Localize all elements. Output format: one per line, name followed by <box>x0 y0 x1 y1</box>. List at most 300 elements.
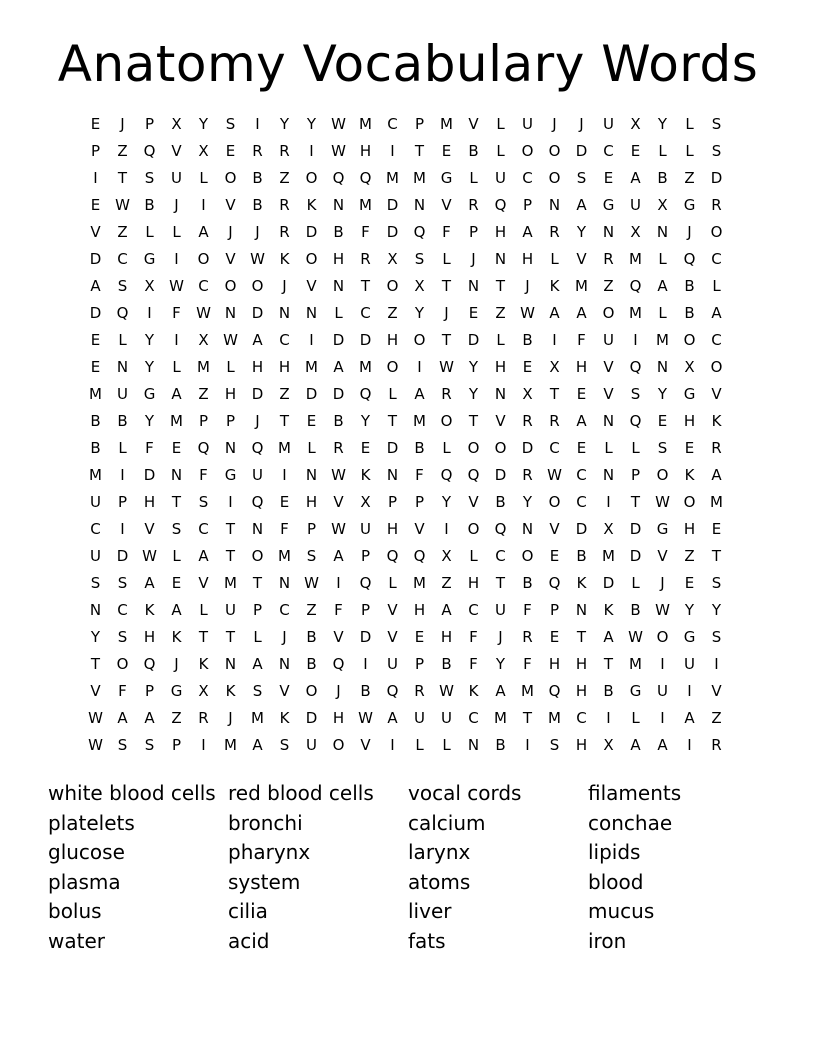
grid-letter[interactable]: S <box>117 277 128 295</box>
grid-letter[interactable]: O <box>251 277 264 295</box>
grid-letter[interactable]: S <box>711 574 722 592</box>
grid-letter[interactable]: H <box>683 412 696 430</box>
grid-letter[interactable]: V <box>603 358 614 376</box>
grid-letter[interactable]: Q <box>332 169 345 187</box>
grid-letter[interactable]: W <box>439 682 454 700</box>
grid-letter[interactable]: C <box>360 304 371 322</box>
grid-letter[interactable]: D <box>629 547 642 565</box>
grid-letter[interactable]: N <box>575 601 588 619</box>
grid-letter[interactable]: Z <box>711 709 722 727</box>
grid-letter[interactable]: T <box>360 277 371 295</box>
grid-letter[interactable]: L <box>658 142 667 160</box>
grid-letter[interactable]: Y <box>576 223 587 241</box>
grid-letter[interactable]: F <box>334 601 343 619</box>
grid-letter[interactable]: W <box>169 277 184 295</box>
grid-letter[interactable]: U <box>603 115 614 133</box>
grid-letter[interactable]: S <box>117 736 128 754</box>
grid-letter[interactable]: L <box>685 115 694 133</box>
grid-letter[interactable]: L <box>172 547 181 565</box>
grid-letter[interactable]: A <box>603 628 614 646</box>
grid-letter[interactable]: J <box>255 223 260 241</box>
grid-letter[interactable]: C <box>198 520 209 538</box>
grid-letter[interactable]: V <box>711 385 722 403</box>
grid-letter[interactable]: M <box>656 331 669 349</box>
grid-letter[interactable]: V <box>387 628 398 646</box>
grid-letter[interactable]: B <box>684 304 695 322</box>
grid-letter[interactable]: D <box>629 520 642 538</box>
grid-letter[interactable]: M <box>224 736 237 754</box>
grid-letter[interactable]: A <box>171 385 182 403</box>
grid-letter[interactable]: Z <box>495 304 506 322</box>
grid-letter[interactable]: R <box>252 142 263 160</box>
grid-letter[interactable]: Z <box>441 574 452 592</box>
grid-letter[interactable]: P <box>414 115 425 133</box>
grid-letter[interactable]: B <box>90 412 101 430</box>
grid-letter[interactable]: D <box>359 628 372 646</box>
grid-letter[interactable]: E <box>441 142 452 160</box>
grid-letter[interactable]: L <box>496 115 505 133</box>
grid-letter[interactable]: U <box>90 493 101 511</box>
grid-letter[interactable]: U <box>117 385 128 403</box>
grid-letter[interactable]: G <box>602 196 615 214</box>
grid-letter[interactable]: N <box>116 358 129 376</box>
grid-letter[interactable]: Z <box>198 385 209 403</box>
grid-letter[interactable]: P <box>414 655 425 673</box>
grid-letter[interactable]: W <box>331 466 346 484</box>
grid-letter[interactable]: D <box>386 223 399 241</box>
grid-letter[interactable]: D <box>89 250 102 268</box>
grid-letter[interactable]: F <box>442 223 451 241</box>
grid-letter[interactable]: X <box>549 358 560 376</box>
grid-letter[interactable]: Q <box>359 169 372 187</box>
grid-letter[interactable]: N <box>224 655 237 673</box>
grid-letter[interactable]: Z <box>387 304 398 322</box>
grid-letter[interactable]: H <box>359 142 372 160</box>
grid-letter[interactable]: H <box>143 628 156 646</box>
grid-letter[interactable]: T <box>198 628 209 646</box>
grid-letter[interactable]: S <box>576 169 587 187</box>
grid-letter[interactable]: E <box>90 358 101 376</box>
grid-letter[interactable]: O <box>386 277 399 295</box>
grid-letter[interactable]: O <box>656 628 669 646</box>
grid-letter[interactable]: Y <box>441 493 452 511</box>
grid-letter[interactable]: F <box>199 466 208 484</box>
grid-letter[interactable]: E <box>171 574 182 592</box>
grid-letter[interactable]: R <box>711 196 722 214</box>
grid-letter[interactable]: Q <box>332 655 345 673</box>
grid-letter[interactable]: K <box>225 682 236 700</box>
grid-letter[interactable]: R <box>549 412 560 430</box>
grid-letter[interactable]: R <box>522 628 533 646</box>
grid-letter[interactable]: C <box>279 331 290 349</box>
grid-letter[interactable]: C <box>117 601 128 619</box>
grid-letter[interactable]: P <box>144 115 155 133</box>
grid-letter[interactable]: A <box>441 601 452 619</box>
grid-letter[interactable]: F <box>577 331 586 349</box>
grid-letter[interactable]: V <box>225 250 236 268</box>
grid-letter[interactable]: N <box>602 412 615 430</box>
grid-letter[interactable]: X <box>414 277 425 295</box>
grid-letter[interactable]: H <box>224 385 237 403</box>
grid-letter[interactable]: L <box>199 169 208 187</box>
grid-letter[interactable]: W <box>304 574 319 592</box>
grid-letter[interactable]: B <box>630 601 641 619</box>
grid-letter[interactable]: I <box>633 331 638 349</box>
grid-letter[interactable]: N <box>224 439 237 457</box>
grid-letter[interactable]: C <box>198 277 209 295</box>
grid-letter[interactable]: U <box>90 547 101 565</box>
grid-letter[interactable]: U <box>495 601 506 619</box>
grid-letter[interactable]: M <box>359 115 372 133</box>
grid-letter[interactable]: S <box>90 574 101 592</box>
grid-letter[interactable]: I <box>390 736 395 754</box>
grid-letter[interactable]: A <box>684 709 695 727</box>
grid-letter[interactable]: P <box>225 412 236 430</box>
grid-letter[interactable]: Q <box>494 196 507 214</box>
grid-letter[interactable]: O <box>386 358 399 376</box>
grid-letter[interactable]: B <box>306 628 317 646</box>
grid-letter[interactable]: W <box>358 709 373 727</box>
grid-letter[interactable]: B <box>576 547 587 565</box>
grid-letter[interactable]: R <box>468 196 479 214</box>
grid-letter[interactable]: W <box>250 250 265 268</box>
grid-letter[interactable]: T <box>441 331 452 349</box>
grid-letter[interactable]: N <box>602 466 615 484</box>
grid-letter[interactable]: K <box>360 466 371 484</box>
grid-letter[interactable]: M <box>278 547 291 565</box>
grid-letter[interactable]: H <box>575 682 588 700</box>
grid-letter[interactable]: E <box>522 358 533 376</box>
grid-letter[interactable]: S <box>414 250 425 268</box>
grid-letter[interactable]: R <box>522 466 533 484</box>
grid-letter[interactable]: K <box>576 574 587 592</box>
grid-letter[interactable]: C <box>711 250 722 268</box>
grid-letter[interactable]: O <box>521 547 534 565</box>
grid-letter[interactable]: H <box>575 736 588 754</box>
grid-letter[interactable]: O <box>116 655 129 673</box>
grid-letter[interactable]: M <box>197 358 210 376</box>
grid-letter[interactable]: Y <box>279 115 290 133</box>
grid-letter[interactable]: M <box>305 358 318 376</box>
grid-letter[interactable]: I <box>660 655 665 673</box>
grid-letter[interactable]: Q <box>251 439 264 457</box>
grid-letter[interactable]: B <box>90 439 101 457</box>
grid-letter[interactable]: I <box>174 250 179 268</box>
grid-letter[interactable]: O <box>224 169 237 187</box>
grid-letter[interactable]: J <box>174 196 179 214</box>
grid-letter[interactable]: R <box>279 196 290 214</box>
grid-letter[interactable]: B <box>684 277 695 295</box>
grid-letter[interactable]: A <box>333 358 344 376</box>
grid-letter[interactable]: I <box>201 196 206 214</box>
grid-letter[interactable]: O <box>197 250 210 268</box>
grid-letter[interactable]: P <box>387 493 398 511</box>
grid-letter[interactable]: B <box>117 412 128 430</box>
grid-letter[interactable]: O <box>548 493 561 511</box>
grid-letter[interactable]: V <box>279 682 290 700</box>
grid-letter[interactable]: T <box>225 547 236 565</box>
grid-letter[interactable]: V <box>90 223 101 241</box>
grid-letter[interactable]: E <box>603 169 614 187</box>
grid-letter[interactable]: R <box>414 682 425 700</box>
grid-letter[interactable]: I <box>714 655 719 673</box>
grid-letter[interactable]: U <box>657 682 668 700</box>
grid-letter[interactable]: Q <box>143 655 156 673</box>
grid-letter[interactable]: Y <box>90 628 101 646</box>
grid-letter[interactable]: F <box>145 439 154 457</box>
grid-letter[interactable]: G <box>683 385 696 403</box>
grid-letter[interactable]: T <box>252 574 263 592</box>
grid-letter[interactable]: C <box>711 331 722 349</box>
grid-letter[interactable]: B <box>333 412 344 430</box>
grid-letter[interactable]: P <box>252 601 263 619</box>
grid-letter[interactable]: R <box>441 385 452 403</box>
grid-letter[interactable]: L <box>118 439 127 457</box>
grid-letter[interactable]: C <box>549 439 560 457</box>
grid-letter[interactable]: L <box>388 574 397 592</box>
grid-letter[interactable]: J <box>498 628 503 646</box>
grid-letter[interactable]: O <box>305 250 318 268</box>
grid-letter[interactable]: E <box>576 439 587 457</box>
grid-letter[interactable]: M <box>494 709 507 727</box>
grid-letter[interactable]: X <box>684 358 695 376</box>
grid-letter[interactable]: I <box>282 466 287 484</box>
grid-letter[interactable]: X <box>630 223 641 241</box>
grid-letter[interactable]: U <box>684 655 695 673</box>
grid-letter[interactable]: O <box>251 547 264 565</box>
grid-letter[interactable]: T <box>117 169 128 187</box>
grid-letter[interactable]: S <box>657 439 668 457</box>
grid-letter[interactable]: R <box>360 250 371 268</box>
grid-letter[interactable]: I <box>444 520 449 538</box>
grid-letter[interactable]: V <box>468 115 479 133</box>
grid-letter[interactable]: O <box>683 331 696 349</box>
grid-letter[interactable]: V <box>144 520 155 538</box>
grid-letter[interactable]: L <box>442 250 451 268</box>
grid-letter[interactable]: H <box>521 250 534 268</box>
grid-letter[interactable]: N <box>494 250 507 268</box>
grid-letter[interactable]: C <box>117 250 128 268</box>
grid-letter[interactable]: L <box>496 331 505 349</box>
grid-letter[interactable]: C <box>576 709 587 727</box>
grid-letter[interactable]: E <box>576 385 587 403</box>
grid-letter[interactable]: N <box>305 466 318 484</box>
grid-letter[interactable]: T <box>522 709 533 727</box>
grid-letter[interactable]: N <box>224 304 237 322</box>
grid-letter[interactable]: T <box>468 412 479 430</box>
grid-letter[interactable]: S <box>144 736 155 754</box>
grid-letter[interactable]: C <box>603 142 614 160</box>
grid-letter[interactable]: I <box>309 142 314 160</box>
grid-letter[interactable]: N <box>89 601 102 619</box>
grid-letter[interactable]: Q <box>413 547 426 565</box>
grid-letter[interactable]: E <box>549 547 560 565</box>
grid-letter[interactable]: H <box>683 520 696 538</box>
grid-letter[interactable]: Q <box>386 682 399 700</box>
grid-letter[interactable]: Q <box>359 574 372 592</box>
grid-letter[interactable]: W <box>88 736 103 754</box>
grid-letter[interactable]: A <box>387 709 398 727</box>
grid-letter[interactable]: A <box>711 466 722 484</box>
grid-letter[interactable]: H <box>548 655 561 673</box>
grid-letter[interactable]: M <box>89 385 102 403</box>
grid-letter[interactable]: Z <box>117 142 128 160</box>
grid-letter[interactable]: U <box>414 709 425 727</box>
grid-letter[interactable]: O <box>467 520 480 538</box>
grid-letter[interactable]: M <box>629 655 642 673</box>
grid-letter[interactable]: L <box>712 277 721 295</box>
grid-letter[interactable]: H <box>494 223 507 241</box>
grid-letter[interactable]: N <box>386 466 399 484</box>
grid-letter[interactable]: R <box>279 142 290 160</box>
grid-letter[interactable]: Y <box>144 412 155 430</box>
grid-letter[interactable]: D <box>305 223 318 241</box>
grid-letter[interactable]: S <box>117 574 128 592</box>
grid-letter[interactable]: L <box>442 439 451 457</box>
grid-letter[interactable]: E <box>90 115 101 133</box>
grid-letter[interactable]: M <box>575 277 588 295</box>
grid-letter[interactable]: X <box>603 736 614 754</box>
grid-letter[interactable]: X <box>198 331 209 349</box>
grid-letter[interactable]: S <box>279 736 290 754</box>
grid-letter[interactable]: N <box>467 277 480 295</box>
grid-letter[interactable]: W <box>439 358 454 376</box>
grid-letter[interactable]: L <box>199 601 208 619</box>
grid-letter[interactable]: N <box>602 223 615 241</box>
grid-letter[interactable]: X <box>144 277 155 295</box>
grid-letter[interactable]: T <box>576 628 587 646</box>
grid-letter[interactable]: Q <box>683 250 696 268</box>
grid-letter[interactable]: Q <box>386 547 399 565</box>
grid-letter[interactable]: P <box>549 601 560 619</box>
grid-letter[interactable]: W <box>88 709 103 727</box>
grid-letter[interactable]: U <box>441 709 452 727</box>
grid-letter[interactable]: J <box>579 115 584 133</box>
grid-letter[interactable]: O <box>413 331 426 349</box>
grid-letter[interactable]: Q <box>116 304 129 322</box>
grid-letter[interactable]: M <box>629 250 642 268</box>
grid-letter[interactable]: N <box>170 466 183 484</box>
grid-letter[interactable]: V <box>90 682 101 700</box>
grid-letter[interactable]: A <box>198 223 209 241</box>
grid-letter[interactable]: Z <box>684 169 695 187</box>
grid-letter[interactable]: N <box>413 196 426 214</box>
grid-letter[interactable]: L <box>631 574 640 592</box>
grid-letter[interactable]: I <box>363 655 368 673</box>
grid-letter[interactable]: G <box>440 169 453 187</box>
grid-letter[interactable]: V <box>495 412 506 430</box>
grid-letter[interactable]: A <box>630 736 641 754</box>
grid-letter[interactable]: T <box>90 655 101 673</box>
grid-letter[interactable]: T <box>495 277 506 295</box>
grid-letter[interactable]: J <box>471 250 476 268</box>
grid-letter[interactable]: D <box>494 466 507 484</box>
grid-letter[interactable]: D <box>575 142 588 160</box>
grid-letter[interactable]: F <box>469 628 478 646</box>
grid-letter[interactable]: R <box>522 412 533 430</box>
grid-letter[interactable]: J <box>228 223 233 241</box>
grid-letter[interactable]: M <box>251 709 264 727</box>
grid-letter[interactable]: O <box>494 439 507 457</box>
grid-letter[interactable]: M <box>386 169 399 187</box>
grid-letter[interactable]: B <box>306 655 317 673</box>
grid-letter[interactable]: B <box>144 196 155 214</box>
grid-letter[interactable]: E <box>414 628 425 646</box>
grid-letter[interactable]: A <box>414 385 425 403</box>
grid-letter[interactable]: V <box>387 601 398 619</box>
grid-letter[interactable]: G <box>683 628 696 646</box>
grid-letter[interactable]: T <box>279 412 290 430</box>
grid-letter[interactable]: I <box>120 466 125 484</box>
grid-letter[interactable]: I <box>687 736 692 754</box>
grid-letter[interactable]: B <box>603 682 614 700</box>
grid-letter[interactable]: U <box>252 466 263 484</box>
grid-letter[interactable]: J <box>282 277 287 295</box>
grid-letter[interactable]: X <box>360 493 371 511</box>
grid-letter[interactable]: S <box>171 520 182 538</box>
grid-letter[interactable]: D <box>332 331 345 349</box>
grid-letter[interactable]: L <box>469 547 478 565</box>
grid-letter[interactable]: V <box>549 520 560 538</box>
grid-letter[interactable]: S <box>198 493 209 511</box>
grid-letter[interactable]: Z <box>603 277 614 295</box>
grid-letter[interactable]: S <box>225 115 236 133</box>
grid-letter[interactable]: S <box>117 628 128 646</box>
grid-letter[interactable]: O <box>602 304 615 322</box>
grid-letter[interactable]: L <box>388 385 397 403</box>
grid-letter[interactable]: Y <box>468 385 479 403</box>
grid-letter[interactable]: I <box>336 574 341 592</box>
grid-letter[interactable]: Q <box>467 466 480 484</box>
grid-letter[interactable]: I <box>255 115 260 133</box>
grid-letter[interactable]: I <box>147 304 152 322</box>
grid-letter[interactable]: A <box>549 304 560 322</box>
grid-letter[interactable]: V <box>333 628 344 646</box>
grid-letter[interactable]: I <box>417 358 422 376</box>
grid-letter[interactable]: T <box>225 520 236 538</box>
grid-letter[interactable]: U <box>306 736 317 754</box>
grid-letter[interactable]: Q <box>494 520 507 538</box>
grid-letter[interactable]: Q <box>143 142 156 160</box>
grid-letter[interactable]: D <box>332 385 345 403</box>
grid-letter[interactable]: U <box>387 655 398 673</box>
grid-letter[interactable]: F <box>469 655 478 673</box>
grid-letter[interactable]: D <box>89 304 102 322</box>
grid-letter[interactable]: L <box>604 439 613 457</box>
grid-letter[interactable]: V <box>333 493 344 511</box>
grid-letter[interactable]: O <box>656 466 669 484</box>
grid-letter[interactable]: I <box>390 142 395 160</box>
grid-letter[interactable]: L <box>118 331 127 349</box>
grid-letter[interactable]: X <box>630 115 641 133</box>
grid-letter[interactable]: W <box>115 196 130 214</box>
grid-letter[interactable]: J <box>444 304 449 322</box>
grid-letter[interactable]: T <box>387 412 398 430</box>
grid-letter[interactable]: H <box>413 601 426 619</box>
grid-letter[interactable]: H <box>386 520 399 538</box>
grid-letter[interactable]: T <box>414 142 425 160</box>
grid-letter[interactable]: J <box>552 115 557 133</box>
grid-letter[interactable]: I <box>174 331 179 349</box>
grid-letter[interactable]: J <box>255 412 260 430</box>
grid-letter[interactable]: T <box>441 277 452 295</box>
grid-letter[interactable]: M <box>278 439 291 457</box>
grid-letter[interactable]: W <box>223 331 238 349</box>
grid-letter[interactable]: Y <box>198 115 209 133</box>
grid-letter[interactable]: B <box>360 682 371 700</box>
grid-letter[interactable]: E <box>549 628 560 646</box>
grid-letter[interactable]: A <box>198 547 209 565</box>
